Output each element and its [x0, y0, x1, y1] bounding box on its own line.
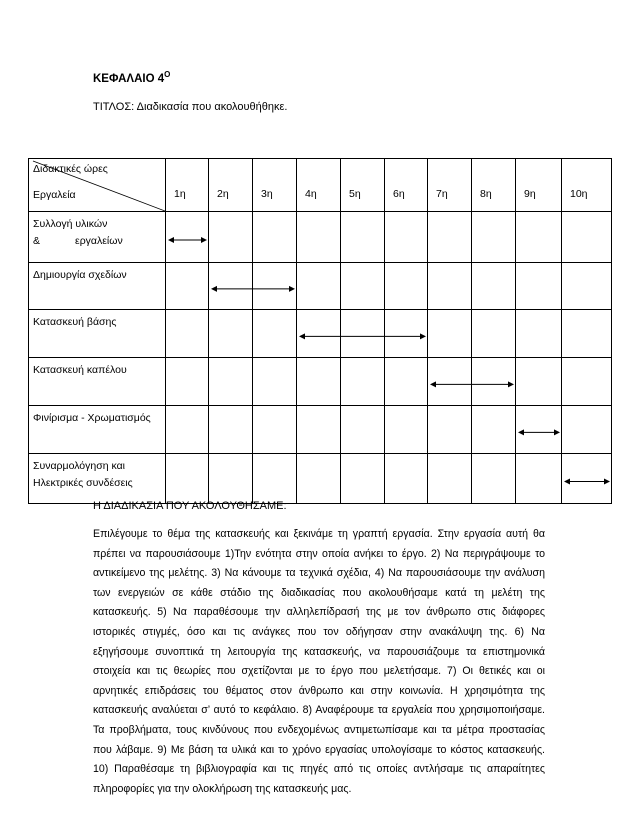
arrow-head-right — [201, 237, 207, 243]
chapter-heading-text: ΚΕΦΑΛΑΙΟ 4 — [93, 72, 165, 85]
hour-cell — [209, 263, 253, 310]
arrow-head-left — [430, 381, 436, 387]
hour-cell — [562, 310, 612, 358]
chapter-heading — [93, 70, 170, 85]
hour-cell — [516, 454, 562, 504]
hour-cell — [253, 310, 297, 358]
hour-cell — [297, 212, 341, 263]
task-label: Συλλογή υλικών & εργαλείων — [29, 212, 166, 263]
section-title: Η ΔΙΑΔΙΚΑΣΙΑ ΠΟΥ ΑΚΟΛΟΥΘΗΣΑΜΕ: — [93, 500, 287, 512]
hour-cell — [472, 406, 516, 454]
hour-cell — [516, 406, 562, 454]
hour-cell — [297, 263, 341, 310]
hour-cell — [209, 310, 253, 358]
task-label: Συναρμολόγηση και Ηλεκτρικές συνδέσεις — [29, 454, 166, 504]
arrow-head-left — [211, 286, 217, 292]
hour-cell — [209, 406, 253, 454]
hour-cell — [385, 358, 428, 406]
hour-cell — [341, 263, 385, 310]
hour-cell — [297, 454, 341, 504]
hour-cell — [428, 212, 472, 263]
hour-header-1: 1η — [166, 159, 209, 212]
duration-arrow — [166, 212, 209, 263]
hour-cell — [472, 212, 516, 263]
hour-cell — [428, 358, 472, 406]
chapter-heading-superscript: Ο — [164, 70, 171, 79]
hour-header-6: 6η — [385, 159, 428, 212]
hour-cell — [166, 212, 209, 263]
arrow-head-left — [299, 333, 305, 339]
table-row — [29, 454, 612, 504]
hour-cell — [428, 406, 472, 454]
task-label: Κατασκευή καπέλου — [29, 358, 166, 406]
hour-cell — [516, 212, 562, 263]
hour-cell — [428, 454, 472, 504]
duration-arrow — [516, 406, 562, 454]
hour-cell — [341, 406, 385, 454]
hour-cell — [166, 310, 209, 358]
hour-header-5: 5η — [341, 159, 385, 212]
table-corner-cell — [29, 159, 166, 212]
hour-cell — [166, 263, 209, 310]
hour-cell — [472, 454, 516, 504]
hour-header-4: 4η — [297, 159, 341, 212]
hour-cell — [297, 310, 341, 358]
hour-header-8: 8η — [472, 159, 516, 212]
hour-cell — [341, 310, 385, 358]
hour-cell — [562, 358, 612, 406]
hour-cell — [385, 454, 428, 504]
table-row — [29, 406, 612, 454]
hour-cell — [385, 263, 428, 310]
schedule-table — [28, 158, 612, 504]
hour-cell — [341, 358, 385, 406]
task-label: Κατασκευή βάσης — [29, 310, 166, 358]
hour-cell — [562, 263, 612, 310]
hour-cell — [516, 310, 562, 358]
chapter-subtitle: ΤΙΤΛΟΣ: Διαδικασία που ακολουθήθηκε. — [93, 101, 288, 113]
table-row — [29, 310, 612, 358]
task-label: Δημιουργία σχεδίων — [29, 263, 166, 310]
hour-cell — [253, 212, 297, 263]
hour-cell — [297, 358, 341, 406]
hour-cell — [385, 310, 428, 358]
corner-label-tools: Εργαλεία — [33, 189, 76, 201]
hour-cell — [341, 454, 385, 504]
hour-cell — [385, 406, 428, 454]
hour-header-3: 3η — [253, 159, 297, 212]
hour-cell — [516, 263, 562, 310]
hour-cell — [166, 454, 209, 504]
table-row — [29, 358, 612, 406]
table-header-row — [29, 159, 612, 212]
procedure-paragraph: Επιλέγουμε το θέμα της κατασκευής και ξεκινάμε τη γραπτή εργασία. Στην εργασία αυτή θα πρέπει να παρουσιάσουμε 1)Την ενότητα στην οποία ανήκει το έργο. 2) Να περιγράψουμε το αντικείμενο της μελέτης. 3) Να κάνουμε τα τεχνικά σχέδια, 4) Να παρουσιάσουμε την ανάλυση των ενεργειών σε κάθε στάδιο της διαδικασίας που ακολουθήσαμε κατά τη μελέτη της κατασκευής. 5) Να παραθέσουμε την αλληλεπίδρασή της με τον άνθρωπο στις διάφορες ιστορικές στιγμές, όσο και τις ανάγκες που τον οδήγησαν στην ανακάλυψη της. 6) Να εξηγήσουμε συνοπτικά τη λειτουργία της κατασκευής, να παρουσιάζουμε τα επιστημονικά στοιχεία και τις θεωρίες που σχετίζονται με το έργο που μελετήσαμε. 7) Οι θετικές και οι αρνητικές επιδράσεις του θέματος στον άνθρωπο και στην κοινωνία. Η χρησιμότητα της κατασκευής αναλύεται σ’ αυτό το κεφάλαιο. 8) Αναφέρουμε τα εργαλεία που χρησιμοποιήσαμε. Τα προβλήματα, τους κινδύνους που ενδεχομένως αντιμετωπίσαμε και τα μέτρα προστασίας που λάβαμε. 9) Με βάση τα υλικά και το χρόνο εργασίας υπολογίσαμε το κόστος κατασκευής. 10) Παραθέσαμε τη βιβλιογραφία και τις πηγές από τις οποίες αντλήσαμε τις απαραίτητες πληροφορίες για την ολοκλήρωση της κατασκευής μας. — [93, 528, 545, 795]
hour-cell — [472, 310, 516, 358]
hour-cell — [472, 358, 516, 406]
hour-cell — [253, 406, 297, 454]
hour-header-9: 9η — [516, 159, 562, 212]
table-row — [29, 212, 612, 263]
hour-header-7: 7η — [428, 159, 472, 212]
hour-cell — [209, 358, 253, 406]
hour-cell — [385, 212, 428, 263]
hour-cell — [428, 263, 472, 310]
hour-cell — [428, 310, 472, 358]
hour-cell — [516, 358, 562, 406]
hour-cell — [253, 454, 297, 504]
hour-cell — [562, 454, 612, 504]
hour-cell — [297, 406, 341, 454]
hour-cell — [341, 212, 385, 263]
hour-header-10: 10η — [562, 159, 612, 212]
hour-header-2: 2η — [209, 159, 253, 212]
arrow-head-right — [604, 479, 610, 485]
hour-cell — [472, 263, 516, 310]
arrow-head-left — [168, 237, 174, 243]
hour-cell — [209, 212, 253, 263]
corner-label-hours: Διδακτικές ώρες — [33, 163, 108, 175]
hour-cell — [562, 406, 612, 454]
hour-cell — [166, 358, 209, 406]
arrow-head-left — [564, 479, 570, 485]
task-label: Φινίρισμα - Χρωματισμός — [29, 406, 166, 454]
hour-cell — [562, 212, 612, 263]
hour-cell — [253, 263, 297, 310]
duration-arrow — [562, 454, 612, 504]
table-row — [29, 263, 612, 310]
hour-cell — [166, 406, 209, 454]
arrow-head-left — [518, 429, 524, 435]
arrow-head-right — [554, 429, 560, 435]
hour-cell — [209, 454, 253, 504]
hour-cell — [253, 358, 297, 406]
